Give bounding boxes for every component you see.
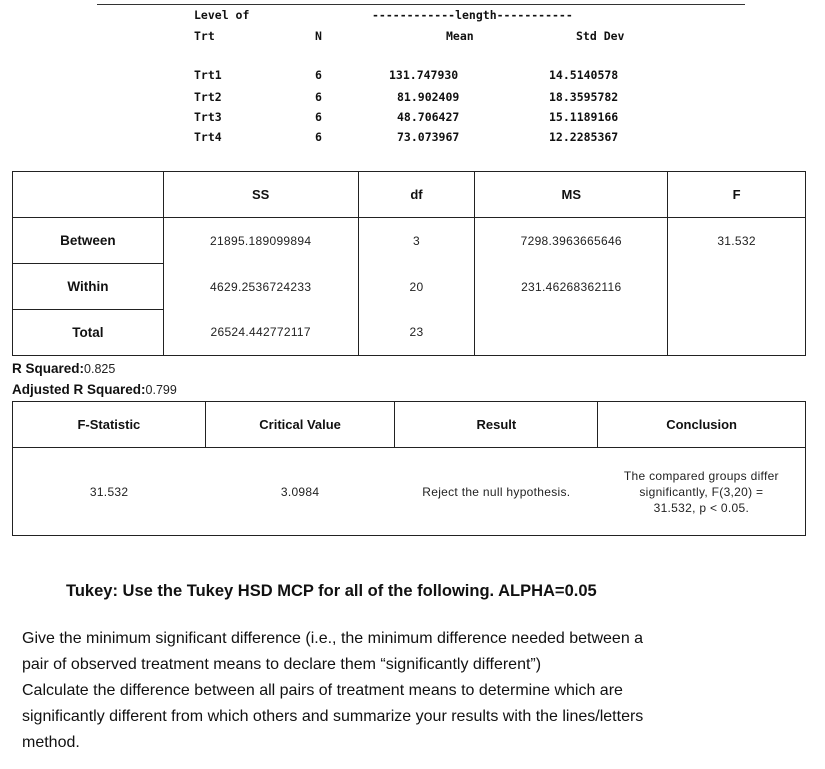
result-header-row — [13, 402, 806, 448]
anova-row-total — [13, 310, 806, 356]
question-line: significantly different from which others and summarize your results with the lines/letters — [22, 708, 644, 725]
result-text: Reject the null hypothesis. — [395, 448, 598, 536]
result-table — [12, 401, 806, 536]
anova-header-f: F — [668, 172, 806, 218]
header-trt: Trt — [194, 29, 215, 43]
r-squared-line — [12, 360, 115, 378]
anova-df-cell: 23 — [358, 310, 475, 356]
adj-r-squared-label: Adjusted R Squared: — [12, 382, 146, 397]
conclusion-line: 31.532, p < 0.05. — [653, 500, 750, 515]
means-row-mean: 131.747930 — [389, 68, 459, 82]
anova-ms-cell: 7298.3963665646 — [475, 218, 668, 264]
header-n: N — [315, 29, 322, 43]
anova-df-cell: 3 — [358, 218, 475, 264]
adj-r-squared-value: 0.799 — [145, 383, 177, 397]
anova-row-between — [13, 218, 806, 264]
means-row-n: 6 — [315, 110, 322, 124]
question-line: pair of observed treatment means to declare them “significantly different”) — [22, 656, 542, 673]
result-conclusion — [598, 448, 806, 536]
result-row — [13, 448, 806, 536]
means-row-sd: 18.3595782 — [549, 90, 619, 104]
question-line: method. — [22, 734, 80, 751]
header-length-group: ------------length----------- — [372, 8, 573, 22]
question-body — [22, 626, 822, 756]
means-row-n: 6 — [315, 130, 322, 144]
means-row-trt: Trt3 — [194, 110, 222, 124]
r-squared-label: R Squared: — [12, 361, 85, 376]
means-row-mean: 81.902409 — [397, 90, 460, 104]
anova-ms-cell — [475, 310, 668, 356]
anova-row-within — [13, 264, 806, 310]
means-row-trt: Trt1 — [194, 68, 222, 82]
anova-ss-cell: 4629.2536724233 — [163, 264, 358, 310]
result-header-result: Result — [395, 402, 598, 448]
anova-ms-cell: 231.46268362116 — [475, 264, 668, 310]
header-mean: Mean — [446, 29, 474, 43]
anova-df-cell: 20 — [358, 264, 475, 310]
anova-header-df: df — [358, 172, 475, 218]
anova-ss-cell: 26524.442772117 — [163, 310, 358, 356]
question-line: Give the minimum significant difference (i.e., the minimum difference needed between a — [22, 630, 644, 647]
result-critical-value: 3.0984 — [205, 448, 395, 536]
anova-row-label: Within — [13, 264, 164, 310]
means-row-sd: 12.2285367 — [549, 130, 619, 144]
top-rule — [97, 4, 745, 5]
result-f-value: 31.532 — [13, 448, 206, 536]
result-header-f-statistic: F-Statistic — [13, 402, 206, 448]
anova-header-blank — [13, 172, 164, 218]
anova-f-cell: 31.532 — [668, 218, 806, 264]
result-header-conclusion: Conclusion — [598, 402, 806, 448]
means-row-n: 6 — [315, 90, 322, 104]
anova-table — [12, 171, 806, 356]
conclusion-line: The compared groups differ — [623, 468, 779, 483]
anova-header-ss: SS — [163, 172, 358, 218]
anova-header-ms: MS — [475, 172, 668, 218]
anova-row-label: Between — [13, 218, 164, 264]
means-row-trt: Trt2 — [194, 90, 222, 104]
anova-f-cell — [668, 310, 806, 356]
adj-r-squared-line — [12, 381, 177, 399]
means-row-n: 6 — [315, 68, 322, 82]
question-line: Calculate the difference between all pairs of treatment means to determine which are — [22, 682, 623, 699]
means-row-sd: 15.1189166 — [549, 110, 619, 124]
anova-ss-cell: 21895.189099894 — [163, 218, 358, 264]
r-squared-value: 0.825 — [84, 362, 116, 376]
means-row-mean: 48.706427 — [397, 110, 460, 124]
header-std-dev: Std Dev — [576, 29, 625, 43]
means-row-mean: 73.073967 — [397, 130, 460, 144]
means-row-trt: Trt4 — [194, 130, 222, 144]
anova-f-cell — [668, 264, 806, 310]
tukey-heading: Tukey: Use the Tukey HSD MCP for all of the following. ALPHA=0.05 — [66, 582, 597, 600]
means-row-sd: 14.5140578 — [549, 68, 619, 82]
anova-row-label: Total — [13, 310, 164, 356]
header-level-of: Level of — [194, 8, 250, 22]
result-header-critical-value: Critical Value — [205, 402, 395, 448]
conclusion-line: significantly, F(3,20) = — [639, 484, 764, 499]
anova-header-row — [13, 172, 806, 218]
